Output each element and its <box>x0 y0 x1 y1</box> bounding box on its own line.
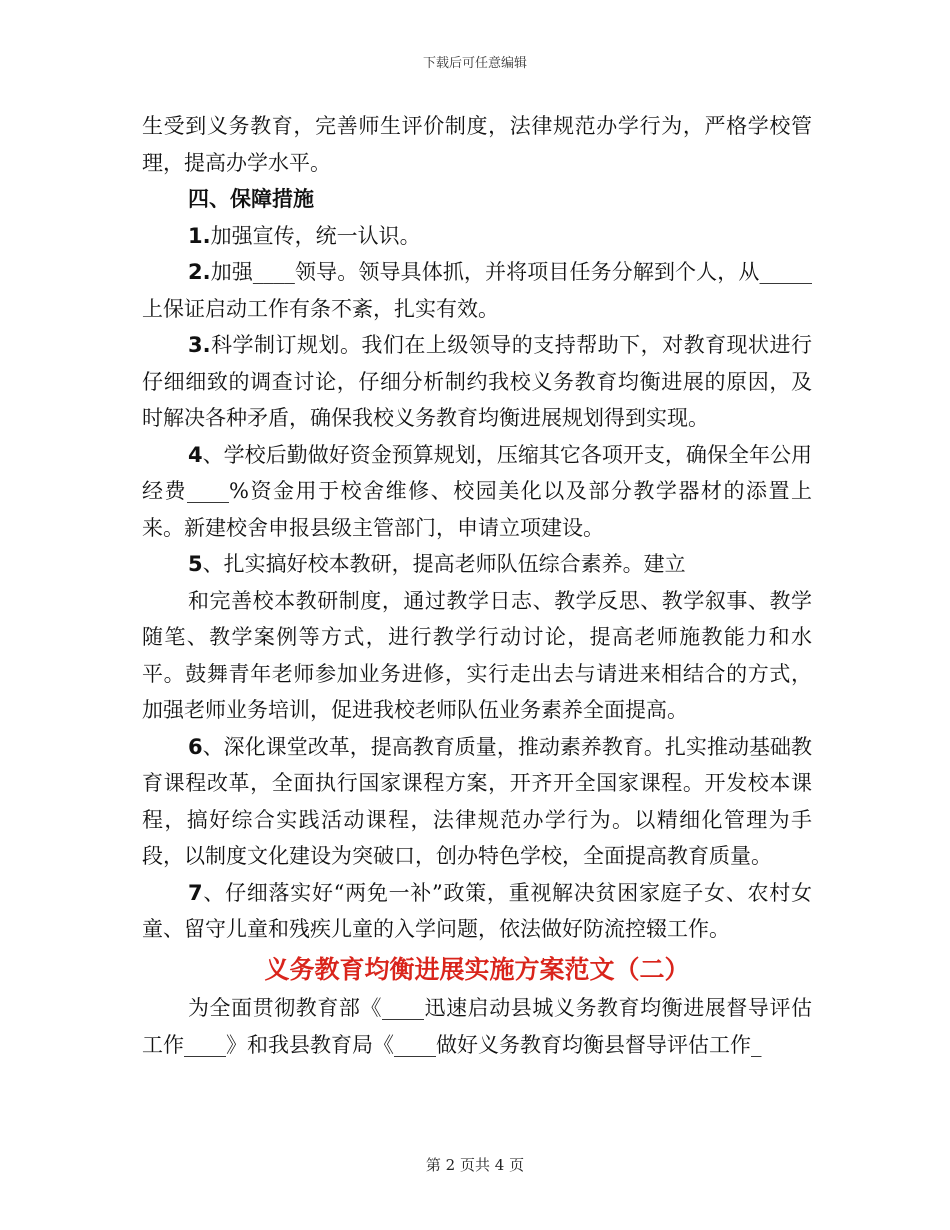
list-item-2 <box>142 254 812 327</box>
item-number: 5 <box>188 552 203 576</box>
paragraph-continued: 生受到义务教育，完善师生评价制度，法律规范办学行为，严格学校管理，提高办学水平。 <box>142 114 812 175</box>
item-number: 4 <box>188 442 203 467</box>
item-number: 6 <box>188 734 203 759</box>
list-item-5-continued: 和完善校本教研制度，通过教学日志、教学反思、教学叙事、教学随笔、教学案例等方式，进行教学行动讨论，提高老师施教能力和水平。鼓舞青年老师参加业务进修，实行走出去与请进来相结合的方式，加强老师业务培训，促进我校老师队伍业务素养全面提高。 <box>142 588 812 722</box>
item-text: 、扎实搞好校本教研，提高老师队伍综合素养。建立 <box>202 552 686 576</box>
item-text: 科学制订规划。我们在上级领导的支持帮助下，对教育现状进行仔细细致的调查讨论，仔细分析制约我校义务教育均衡进展的原因，及时解决各种矛盾，确保我校义务教育均衡进展规划得到实现。 <box>142 333 812 430</box>
item-text: 、学校后勤做好资金预算规划，压缩其它各项开支，确保全年公用经费____%资金用于校舍维修、校园美化以及部分教学器材的添置上来。新建校舍申报县级主管部门，申请立项建设。 <box>142 442 812 540</box>
page-footer: 第 2 页共 4 页 <box>425 1156 525 1174</box>
intro-paragraph: 为全面贯彻教育部《____迅速启动县城义务教育均衡进展督导评估工作____》和我县教育局《____做好义务教育均衡县督导评估工作_ <box>142 996 812 1057</box>
item-text: 、深化课堂改革，提高教育质量，推动素养教育。扎实推动基础教育课程改革，全面执行国家课程方案，开齐开全国家课程。开发校本课程，搞好综合实践活动课程，法律规范办学行为。以精细化管理为手段，以制度文化建设为突破口，创办特色学校，全面提高教育质量。 <box>142 734 812 868</box>
list-item-3 <box>142 327 812 437</box>
item-text: 、仔细落实好“两免一补”政策，重视解决贫困家庭子女、农村女童、留守儿童和残疾儿童的入学问题，依法做好防流控辍工作。 <box>142 880 812 941</box>
item-number: 1. <box>188 223 211 248</box>
item-number: 2. <box>188 260 211 284</box>
list-item-4 <box>142 437 812 547</box>
item-number: 3. <box>188 333 211 357</box>
document-body <box>142 108 812 1063</box>
item-number: 7 <box>188 880 203 905</box>
item-text: 加强宣传，统一认识。 <box>210 223 421 248</box>
document-title: 义务教育均衡进展实施方案范文（二） <box>264 954 690 984</box>
list-item-7 <box>142 875 812 948</box>
section-heading: 四、保障措施 <box>188 187 314 211</box>
page-header: 下载后可任意编辑 <box>422 56 527 71</box>
item-text: 加强____领导。领导具体抓，并将项目任务分解到个人，从_____上保证启动工作有条不紊，扎实有效。 <box>142 260 812 321</box>
list-item-1 <box>142 218 812 255</box>
list-item-5 <box>142 546 812 583</box>
list-item-6 <box>142 729 812 875</box>
